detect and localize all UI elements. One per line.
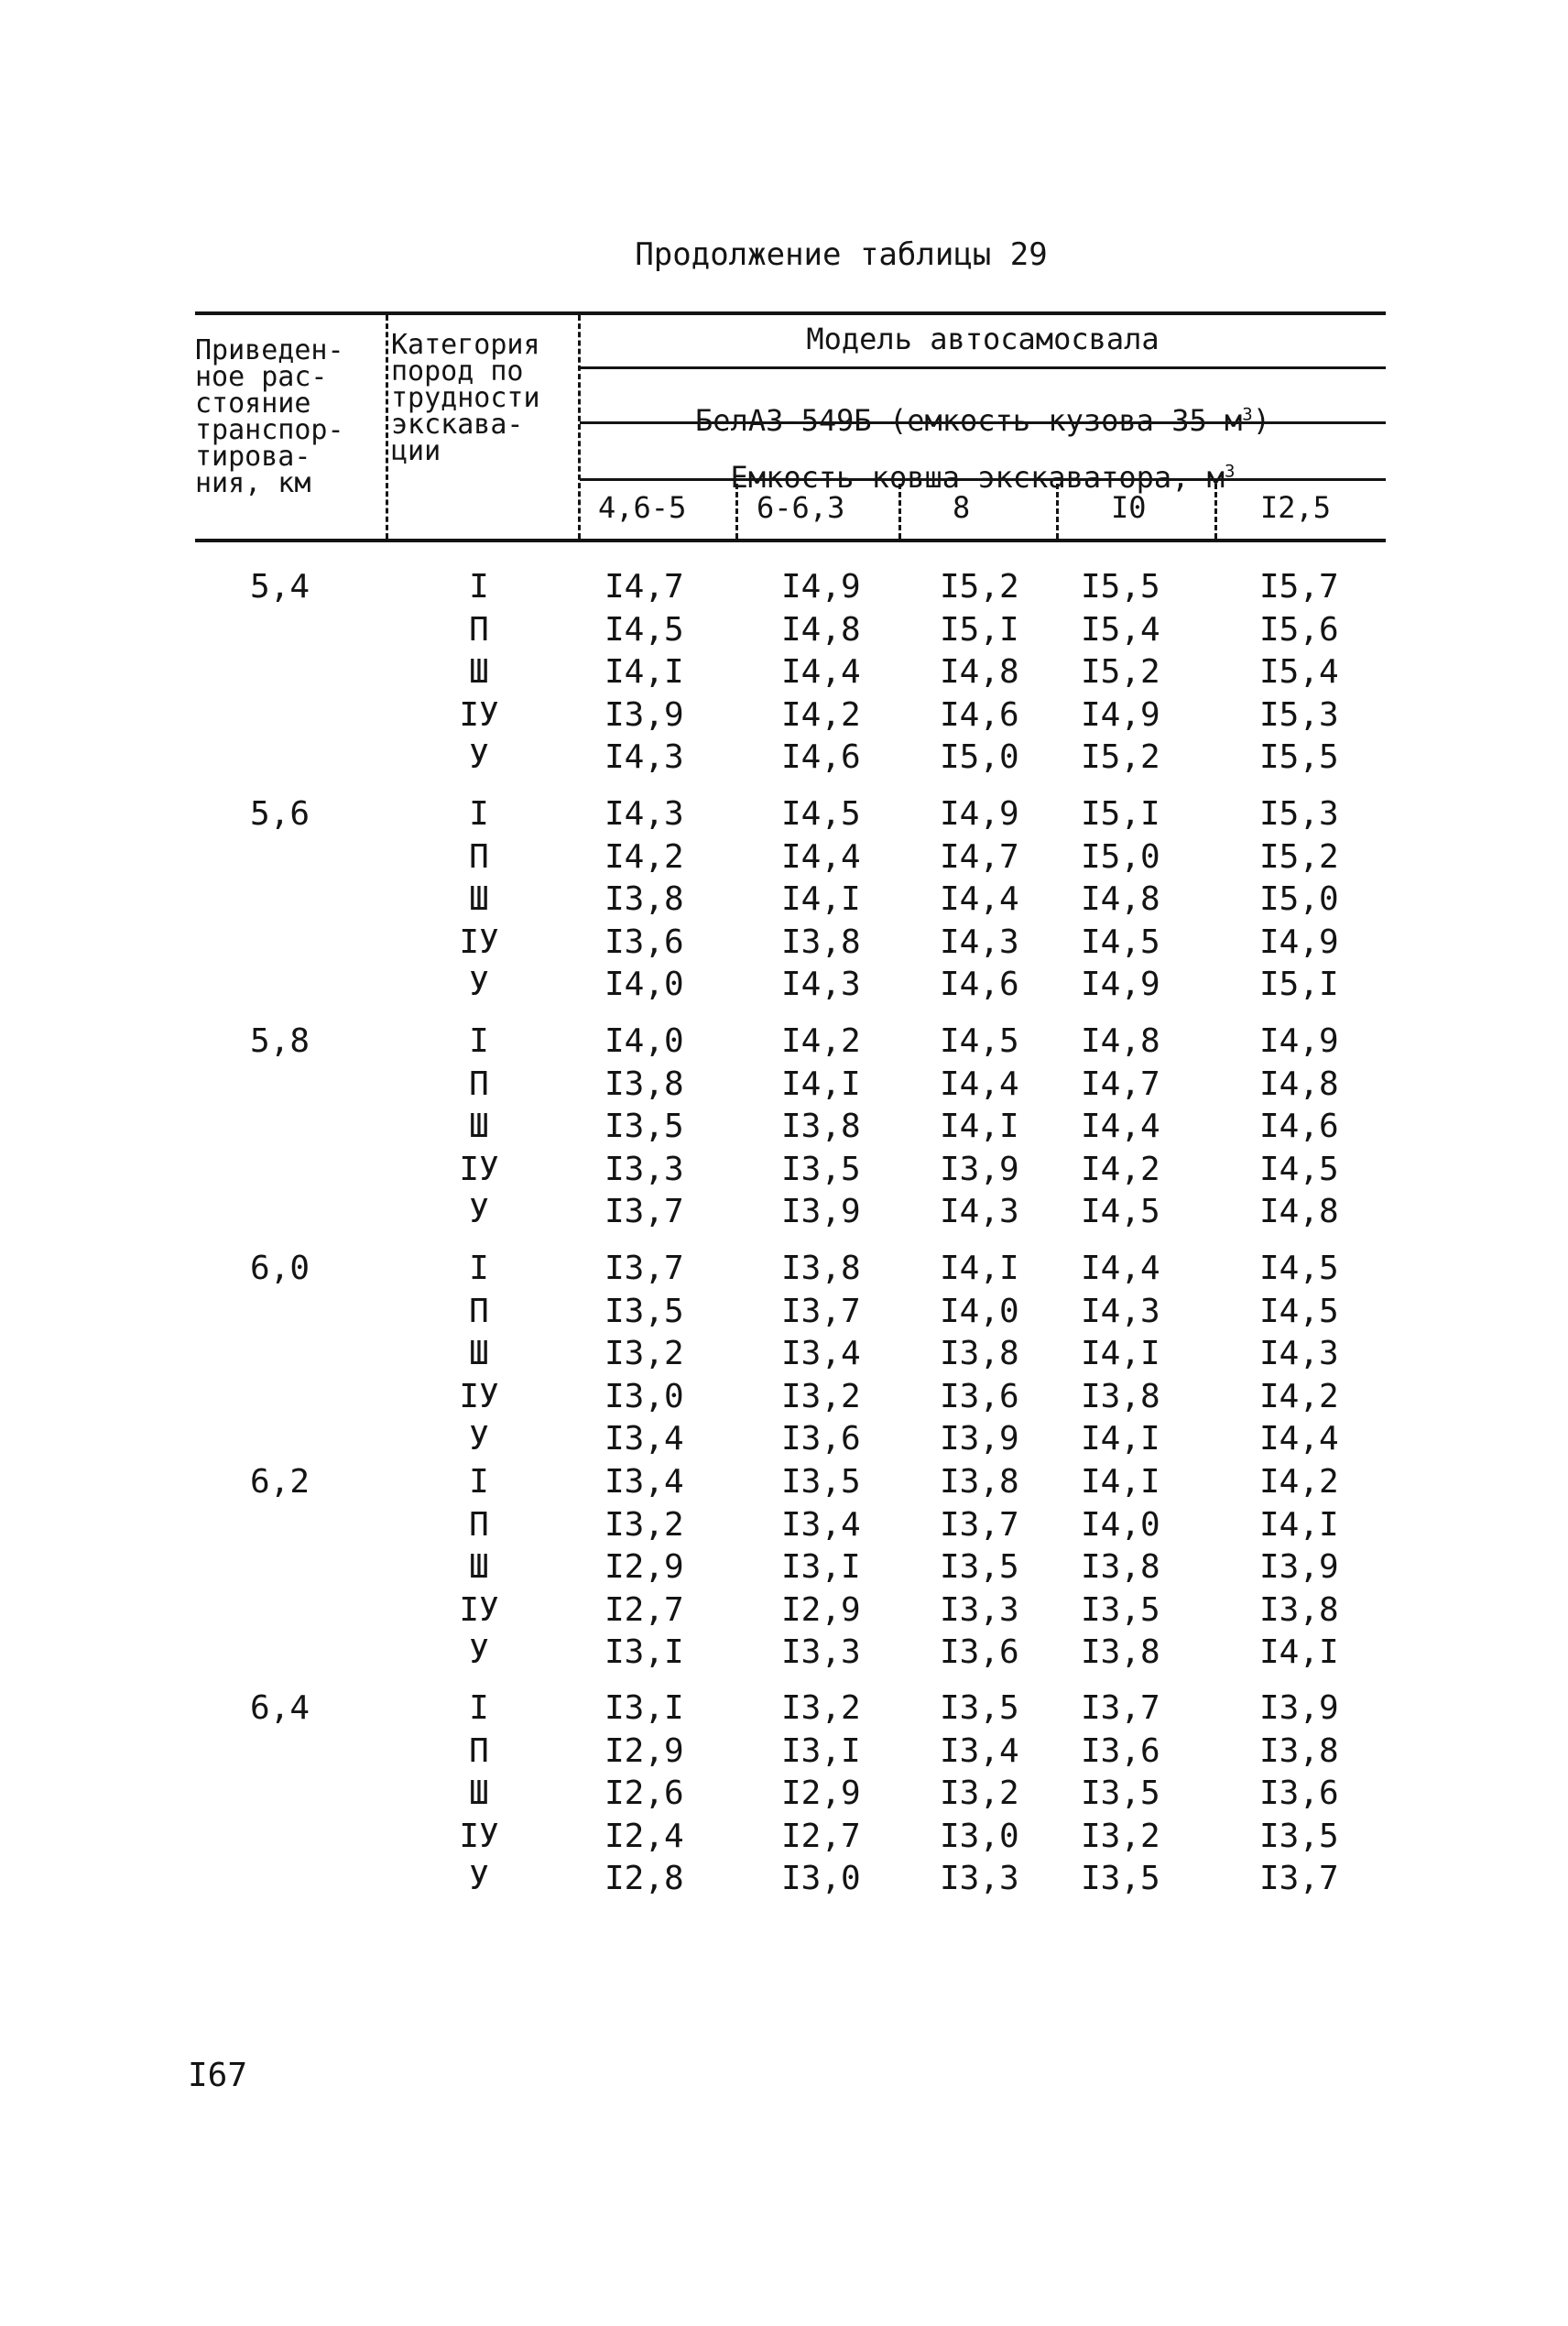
value-cell: I5,4 <box>1081 610 1160 649</box>
value-cell: I3,3 <box>781 1633 861 1671</box>
category-cell: I <box>469 568 489 606</box>
value-cell: I3,6 <box>940 1377 1019 1415</box>
value-cell: I4,I <box>1081 1420 1160 1458</box>
value-cell: I2,8 <box>604 1860 684 1897</box>
value-cell: I4,I <box>940 1108 1019 1145</box>
value-cell: I4,6 <box>1259 1108 1339 1145</box>
value-cell: I4,6 <box>940 966 1019 1003</box>
value-cell: I4,I <box>604 653 684 691</box>
category-cell: П <box>469 1292 489 1330</box>
value-cell: I3,3 <box>940 1860 1019 1897</box>
value-cell: I4,9 <box>1081 695 1160 734</box>
value-cell: I4,8 <box>1081 880 1160 918</box>
value-cell: I4,5 <box>604 610 684 649</box>
bucket-size-2: 8 <box>953 490 971 525</box>
category-cell: I <box>469 1250 489 1287</box>
value-cell: I4,I <box>1081 1463 1160 1501</box>
value-cell: I4,7 <box>604 568 684 606</box>
header-model: Модель автосамосвала <box>806 322 1160 356</box>
value-cell: I3,9 <box>940 1420 1019 1458</box>
value-cell: I4,4 <box>940 1065 1019 1103</box>
value-cell: I3,0 <box>940 1817 1019 1855</box>
category-cell: У <box>469 1193 489 1230</box>
value-cell: I3,6 <box>604 923 684 961</box>
distance-cell: 6,0 <box>250 1250 310 1287</box>
category-cell: У <box>469 966 489 1003</box>
distance-cell: 5,4 <box>250 568 310 606</box>
value-cell: I3,7 <box>1081 1689 1160 1727</box>
value-cell: I4,I <box>1259 1633 1339 1671</box>
value-cell: I4,I <box>1259 1505 1339 1544</box>
value-cell: I3,7 <box>940 1505 1019 1544</box>
value-cell: I2,7 <box>781 1817 861 1855</box>
value-cell: I4,3 <box>940 1193 1019 1230</box>
category-cell: П <box>469 1065 489 1103</box>
value-cell: I3,8 <box>1081 1633 1160 1671</box>
value-cell: I3,I <box>604 1689 684 1727</box>
value-cell: I2,9 <box>604 1731 684 1770</box>
value-cell: I4,2 <box>604 837 684 876</box>
value-cell: I4,2 <box>781 1022 861 1060</box>
value-cell: I5,2 <box>1259 837 1339 876</box>
header-distance: Приведен- ное рас- стояние транспор- тирова- ния, км <box>195 334 344 499</box>
value-cell: I3,2 <box>781 1377 861 1415</box>
value-cell: I4,5 <box>940 1022 1019 1060</box>
value-cell: I3,7 <box>604 1250 684 1287</box>
value-cell: I4,4 <box>940 880 1019 918</box>
category-cell: У <box>469 1860 489 1897</box>
page-number: I67 <box>188 2057 248 2094</box>
bucket-title-sup: 3 <box>1224 461 1236 482</box>
value-cell: I3,2 <box>940 1775 1019 1812</box>
value-cell: I4,3 <box>781 966 861 1003</box>
value-cell: I3,6 <box>1259 1775 1339 1812</box>
header-bottom-rule <box>195 539 1386 542</box>
category-cell: IУ <box>459 1817 499 1855</box>
value-cell: I3,5 <box>604 1108 684 1145</box>
value-cell: I3,0 <box>781 1860 861 1897</box>
value-cell: I4,7 <box>940 837 1019 876</box>
value-cell: I3,8 <box>940 1335 1019 1372</box>
value-cell: I3,8 <box>781 1108 861 1145</box>
bucket-title-text: Емкость ковша экскаватора, м <box>730 460 1225 495</box>
bucket-size-3: I0 <box>1111 490 1147 525</box>
value-cell: I3,3 <box>940 1590 1019 1629</box>
bucket-size-4: I2,5 <box>1260 490 1332 525</box>
category-cell: IУ <box>459 1150 499 1188</box>
category-cell: IУ <box>459 1377 499 1415</box>
category-cell: У <box>469 1420 489 1458</box>
value-cell: I3,9 <box>940 1150 1019 1188</box>
value-cell: I3,8 <box>940 1463 1019 1501</box>
category-cell: У <box>469 1633 489 1671</box>
value-cell: I2,4 <box>604 1817 684 1855</box>
value-cell: I3,5 <box>1259 1817 1339 1855</box>
value-cell: I4,8 <box>1081 1022 1160 1060</box>
value-cell: I5,I <box>940 610 1019 649</box>
bucket-size-1: 6-6,3 <box>757 490 845 525</box>
value-cell: I2,9 <box>781 1775 861 1812</box>
value-cell: I4,0 <box>604 1022 684 1060</box>
value-cell: I4,9 <box>781 568 861 606</box>
value-cell: I4,5 <box>1259 1250 1339 1287</box>
value-cell: I3,7 <box>1259 1860 1339 1897</box>
value-cell: I4,9 <box>1259 1022 1339 1060</box>
value-cell: I2,9 <box>781 1590 861 1629</box>
value-cell: I3,I <box>781 1731 861 1770</box>
value-cell: I3,5 <box>1081 1590 1160 1629</box>
value-cell: I4,7 <box>1081 1065 1160 1103</box>
value-cell: I3,4 <box>604 1463 684 1501</box>
category-cell: П <box>469 610 489 649</box>
value-cell: I4,2 <box>1081 1150 1160 1188</box>
value-cell: I3,8 <box>781 1250 861 1287</box>
distance-cell: 6,4 <box>250 1689 310 1727</box>
category-cell: IУ <box>459 695 499 734</box>
header-bucket <box>580 438 1386 495</box>
value-cell: I5,6 <box>1259 610 1339 649</box>
value-cell: I4,3 <box>940 923 1019 961</box>
value-cell: I4,4 <box>781 837 861 876</box>
value-cell: I3,5 <box>1081 1775 1160 1812</box>
value-cell: I4,9 <box>940 795 1019 833</box>
distance-cell: 5,8 <box>250 1022 310 1060</box>
distance-cell: 5,6 <box>250 795 310 833</box>
category-cell: Ш <box>469 1548 489 1586</box>
value-cell: I3,2 <box>781 1689 861 1727</box>
category-cell: I <box>469 1463 489 1501</box>
value-cell: I3,6 <box>781 1420 861 1458</box>
value-cell: I4,0 <box>604 966 684 1003</box>
value-cell: I4,I <box>781 1065 861 1103</box>
value-cell: I3,9 <box>604 695 684 734</box>
value-cell: I4,5 <box>1081 923 1160 961</box>
category-cell: I <box>469 795 489 833</box>
value-cell: I3,8 <box>1259 1590 1339 1629</box>
value-cell: I3,4 <box>781 1505 861 1544</box>
category-cell: I <box>469 1689 489 1727</box>
value-cell: I4,4 <box>781 653 861 691</box>
value-cell: I3,I <box>604 1633 684 1671</box>
value-cell: I4,5 <box>781 795 861 833</box>
bucket-size-0: 4,6-5 <box>598 490 687 525</box>
category-cell: П <box>469 1731 489 1770</box>
table-caption: Продолжение таблицы 29 <box>635 236 1048 273</box>
truck-model-end: ) <box>1252 403 1270 438</box>
value-cell: I2,9 <box>604 1548 684 1586</box>
value-cell: I5,7 <box>1259 568 1339 606</box>
value-cell: I3,6 <box>940 1633 1019 1671</box>
value-cell: I4,2 <box>781 695 861 734</box>
header-truck-model <box>580 381 1386 438</box>
value-cell: I2,6 <box>604 1775 684 1812</box>
top-rule <box>195 311 1386 315</box>
value-cell: I5,I <box>1081 795 1160 833</box>
value-cell: I3,2 <box>604 1335 684 1372</box>
value-cell: I5,4 <box>1259 653 1339 691</box>
value-cell: I4,4 <box>1081 1250 1160 1287</box>
value-cell: I5,2 <box>1081 738 1160 776</box>
value-cell: I4,6 <box>781 738 861 776</box>
model-rule <box>580 366 1386 369</box>
value-cell: I3,0 <box>604 1377 684 1415</box>
value-cell: I4,8 <box>1259 1193 1339 1230</box>
value-cell: I4,I <box>1081 1335 1160 1372</box>
value-cell: I4,0 <box>940 1292 1019 1330</box>
value-cell: I3,5 <box>781 1463 861 1501</box>
value-cell: I3,I <box>781 1548 861 1586</box>
value-cell: I4,6 <box>940 695 1019 734</box>
category-cell: П <box>469 837 489 876</box>
truck-model-text: БелАЗ-549Б (емкость кузова 35 м <box>695 403 1243 438</box>
value-cell: I2,7 <box>604 1590 684 1629</box>
value-cell: I4,5 <box>1259 1292 1339 1330</box>
value-cell: I3,7 <box>781 1292 861 1330</box>
value-cell: I4,8 <box>940 653 1019 691</box>
distance-cell: 6,2 <box>250 1463 310 1501</box>
col-separator <box>386 315 388 539</box>
value-cell: I4,I <box>781 880 861 918</box>
value-cell: I4,8 <box>781 610 861 649</box>
value-cell: I4,9 <box>1081 966 1160 1003</box>
value-cell: I4,0 <box>1081 1505 1160 1544</box>
header-category: Категория пород по трудности экскава- ции <box>391 329 540 467</box>
category-cell: IУ <box>459 923 499 961</box>
value-cell: I3,9 <box>781 1193 861 1230</box>
value-cell: I3,6 <box>1081 1731 1160 1770</box>
value-cell: I4,3 <box>604 738 684 776</box>
category-cell: П <box>469 1505 489 1544</box>
value-cell: I3,9 <box>1259 1548 1339 1586</box>
value-cell: I5,5 <box>1081 568 1160 606</box>
value-cell: I4,9 <box>1259 923 1339 961</box>
value-cell: I3,8 <box>1081 1548 1160 1586</box>
truck-model-sup: 3 <box>1242 404 1253 425</box>
value-cell: I5,5 <box>1259 738 1339 776</box>
category-cell: Ш <box>469 653 489 691</box>
value-cell: I4,3 <box>1081 1292 1160 1330</box>
value-cell: I4,2 <box>1259 1463 1339 1501</box>
value-cell: I4,3 <box>1259 1335 1339 1372</box>
value-cell: I3,4 <box>781 1335 861 1372</box>
category-cell: Ш <box>469 880 489 918</box>
value-cell: I3,8 <box>781 923 861 961</box>
value-cell: I3,8 <box>1081 1377 1160 1415</box>
value-cell: I4,5 <box>1259 1150 1339 1188</box>
value-cell: I5,0 <box>1259 880 1339 918</box>
value-cell: I4,I <box>940 1250 1019 1287</box>
category-cell: Ш <box>469 1335 489 1372</box>
value-cell: I4,5 <box>1081 1193 1160 1230</box>
value-cell: I5,0 <box>1081 837 1160 876</box>
value-cell: I5,2 <box>940 568 1019 606</box>
value-cell: I3,2 <box>1081 1817 1160 1855</box>
value-cell: I5,0 <box>940 738 1019 776</box>
value-cell: I3,2 <box>604 1505 684 1544</box>
value-cell: I3,4 <box>604 1420 684 1458</box>
value-cell: I3,5 <box>940 1548 1019 1586</box>
value-cell: I3,4 <box>940 1731 1019 1770</box>
value-cell: I3,7 <box>604 1193 684 1230</box>
category-cell: Ш <box>469 1108 489 1145</box>
category-cell: I <box>469 1022 489 1060</box>
category-cell: IУ <box>459 1590 499 1629</box>
value-cell: I3,5 <box>781 1150 861 1188</box>
value-cell: I4,8 <box>1259 1065 1339 1103</box>
value-cell: I4,2 <box>1259 1377 1339 1415</box>
value-cell: I4,4 <box>1081 1108 1160 1145</box>
value-cell: I4,4 <box>1259 1420 1339 1458</box>
value-cell: I3,5 <box>604 1292 684 1330</box>
value-cell: I3,3 <box>604 1150 684 1188</box>
value-cell: I3,5 <box>940 1689 1019 1727</box>
value-cell: I3,8 <box>604 1065 684 1103</box>
value-cell: I3,9 <box>1259 1689 1339 1727</box>
value-cell: I3,8 <box>1259 1731 1339 1770</box>
value-cell: I3,8 <box>604 880 684 918</box>
value-cell: I5,3 <box>1259 795 1339 833</box>
value-cell: I5,2 <box>1081 653 1160 691</box>
category-cell: Ш <box>469 1775 489 1812</box>
value-cell: I4,3 <box>604 795 684 833</box>
value-cell: I5,I <box>1259 966 1339 1003</box>
value-cell: I5,3 <box>1259 695 1339 734</box>
value-cell: I3,5 <box>1081 1860 1160 1897</box>
category-cell: У <box>469 738 489 776</box>
